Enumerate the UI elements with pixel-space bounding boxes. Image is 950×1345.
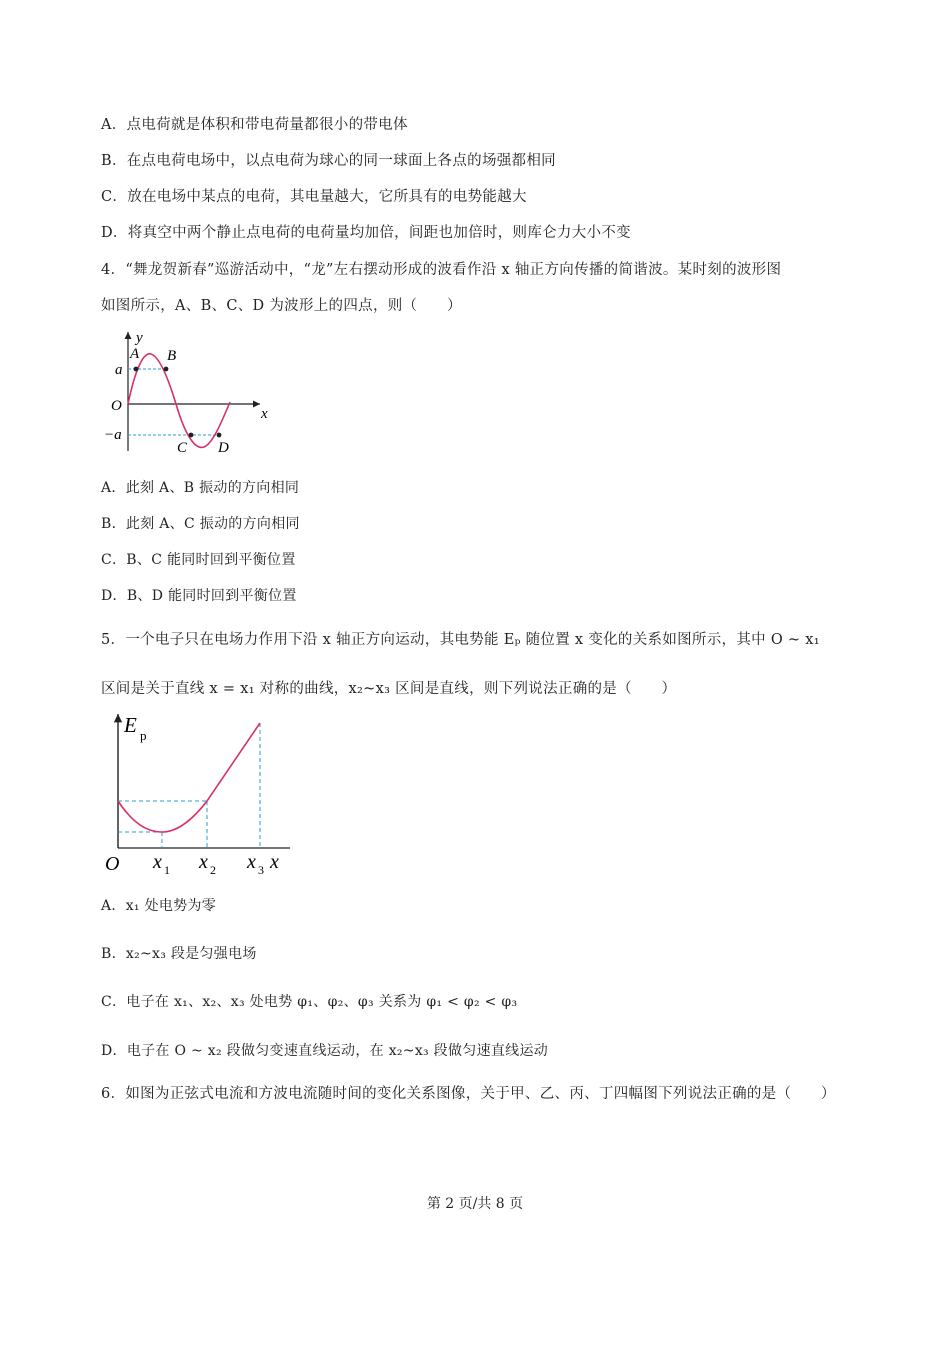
- q4-option-b: B．此刻 A、C 振动的方向相同: [101, 516, 300, 532]
- q5-label-ep-sub: p: [140, 728, 147, 743]
- q4-option-d: D．B、D 能同时回到平衡位置: [101, 588, 297, 604]
- q5-label-x2-sub: 2: [210, 863, 216, 877]
- page-footer: 第 2 页/共 8 页: [426, 1196, 524, 1212]
- q3-option-d: D．将真空中两个静止点电荷的电荷量均加倍，间距也加倍时，则库仑力大小不变: [101, 225, 631, 241]
- q5-label-origin: O: [105, 853, 120, 875]
- q5-label-x: x: [270, 851, 279, 873]
- q5-energy-figure: [100, 708, 300, 878]
- q3-option-b: B．在点电荷电场中，以点电荷为球心的同一球面上各点的场强都相同: [101, 153, 556, 169]
- q4-label-a: a: [115, 362, 123, 378]
- q4-wave-figure: [100, 326, 280, 456]
- q4-stem-line1: 4．“舞龙贺新春”巡游活动中，“龙”左右摆动形成的波看作沿 x 轴正方向传播的简谐波。某时刻的波形图: [101, 262, 782, 278]
- q4-label-x: x: [261, 406, 268, 422]
- q6-stem: 6．如图为正弦式电流和方波电流随时间的变化关系图像，关于甲、乙、丙、丁四幅图下列说法正确的是（ ）: [101, 1086, 836, 1102]
- q4-label-point-a: A: [130, 346, 140, 362]
- q4-point-b: [164, 367, 169, 372]
- q5-label-x3-sub: 3: [258, 863, 264, 877]
- q5-label-x1-sub: 1: [164, 863, 170, 877]
- q4-point-a: [134, 367, 139, 372]
- q5-option-d: D．电子在 O ~ x₂ 段做匀变速直线运动，在 x₂~x₃ 段做匀速直线运动: [101, 1043, 549, 1059]
- q5-option-c: C．电子在 x₁、x₂、x₃ 处电势 φ₁、φ₂、φ₃ 关系为 φ₁ < φ₂ < φ₃: [101, 994, 518, 1010]
- q4-wave-curve: [128, 354, 230, 448]
- q3-option-c: C．放在电场中某点的电荷，其电量越大，它所具有的电势能越大: [101, 189, 527, 205]
- q4-stem-line2: 如图所示，A、B、C、D 为波形上的四点，则（ ）: [101, 298, 462, 314]
- q4-label-point-b: B: [167, 348, 177, 364]
- q5-label-x3: x: [247, 851, 256, 873]
- q4-label-point-d: D: [218, 440, 229, 456]
- q4-label-y: y: [136, 330, 143, 346]
- q4-label-origin: O: [111, 398, 122, 414]
- q5-label-ep: E: [124, 713, 137, 737]
- q4-option-c: C．B、C 能同时回到平衡位置: [101, 552, 296, 568]
- q5-option-b: B．x₂~x₃ 段是匀强电场: [101, 946, 257, 962]
- q4-label-neg-a: −a: [104, 427, 122, 443]
- q5-stem-line2: 区间是关于直线 x = x₁ 对称的曲线，x₂~x₃ 区间是直线，则下列说法正确的是（ ）: [101, 681, 677, 697]
- q5-label-x2: x: [199, 851, 208, 873]
- q4-point-c: [189, 433, 194, 438]
- q5-label-x1: x: [153, 851, 162, 873]
- q3-option-a: A．点电荷就是体积和带电荷量都很小的带电体: [101, 117, 408, 133]
- q5-stem-line1: 5．一个电子只在电场力作用下沿 x 轴正方向运动，其电势能 Eₚ 随位置 x 变化的关系如图所示，其中 O ~ x₁: [101, 632, 820, 648]
- q4-label-point-c: C: [177, 440, 188, 456]
- q4-point-d: [217, 433, 222, 438]
- q4-option-a: A．此刻 A、B 振动的方向相同: [101, 480, 300, 496]
- q5-option-a: A．x₁ 处电势为零: [101, 898, 217, 914]
